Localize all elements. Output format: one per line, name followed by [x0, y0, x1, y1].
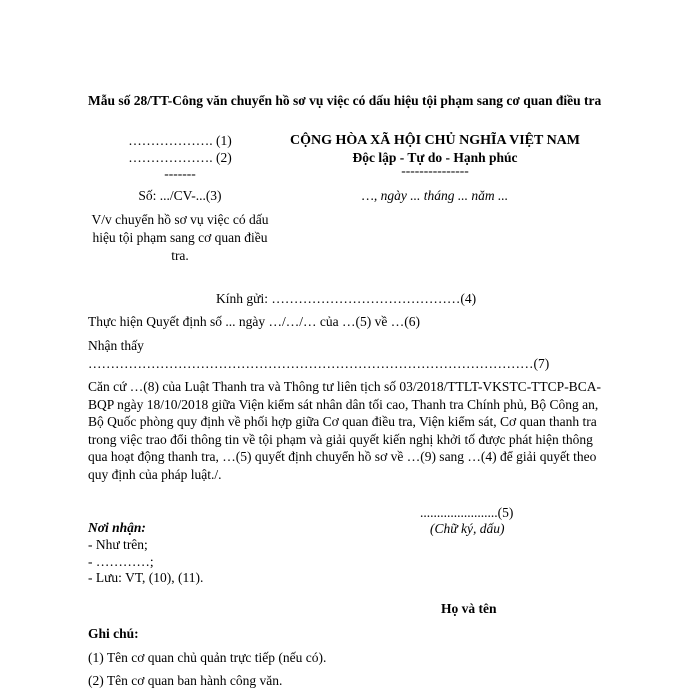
basis-paragraph: Căn cứ …(8) của Luật Thanh tra và Thông tư liên tịch số 03/2018/TTLT-VKSTC-TTCP-BCA-BQP ngày 18/10/2018 giữa Viện kiểm sát nhân dân tối cao, Thanh tra Chính phủ, Bộ Công an, Bộ Quốc phòng quy định về phối hợp giữa Cơ quan điều tra, Viện kiểm sát, Cơ quan thanh tra trong việc trao đổi thông tin về tội phạm và giải quyết kiến nghị khởi tố được phát hiện thông qua hoạt động thanh tra, …(5) quyết định chuyển hồ sơ về …(9) sang …(4) để giải quyết theo quy định của pháp luật./.	[88, 379, 601, 482]
country-name: CỘNG HÒA XÃ HỘI CHỦ NGHĨA VIỆT NAM	[289, 133, 580, 148]
authority-issuer-line: ………………. (2)	[128, 150, 232, 165]
issue-date: …, ngày ... tháng ... năm ...	[361, 188, 509, 203]
national-motto: Độc lập - Tự do - Hạnh phúc	[352, 150, 518, 165]
document-subject: V/v chuyển hồ sơ vụ việc có dấu hiệu tội phạm sang cơ quan điều tra.	[91, 212, 269, 263]
authority-parent-line: ………………. (1)	[128, 133, 232, 148]
finding-label: Nhận thấy	[88, 338, 144, 353]
recipients-item: - Lưu: VT, (10), (11).	[88, 570, 204, 585]
signature-note: (Chữ ký, dấu)	[430, 521, 505, 536]
document-title: Mẫu số 28/TT-Công văn chuyển hồ sơ vụ việc có dấu hiệu tội phạm sang cơ quan điều tra	[88, 93, 602, 108]
left-divider: -------	[164, 166, 196, 181]
note-item: (2) Tên cơ quan ban hành công văn.	[88, 673, 283, 688]
implementation-line: Thực hiện Quyết định số ... ngày …/…/… của …(5) về …(6)	[88, 314, 420, 329]
right-divider: ---------------	[401, 163, 469, 178]
signer-name: Họ và tên	[441, 601, 497, 616]
recipients-item: - Như trên;	[88, 537, 148, 552]
document-number: Số: .../CV-...(3)	[138, 188, 222, 203]
finding-dots: ………………………………………………………………………………………(7)	[88, 356, 550, 371]
recipients-label: Nơi nhận:	[88, 520, 146, 535]
notes-label: Ghi chú:	[88, 626, 139, 641]
note-item: (1) Tên cơ quan chủ quản trực tiếp (nếu có).	[88, 650, 327, 665]
recipient-line: Kính gửi: ……………………………………(4)	[216, 291, 477, 306]
signature-dots: .......................(5)	[420, 505, 514, 520]
recipients-item: - …………;	[88, 554, 154, 569]
